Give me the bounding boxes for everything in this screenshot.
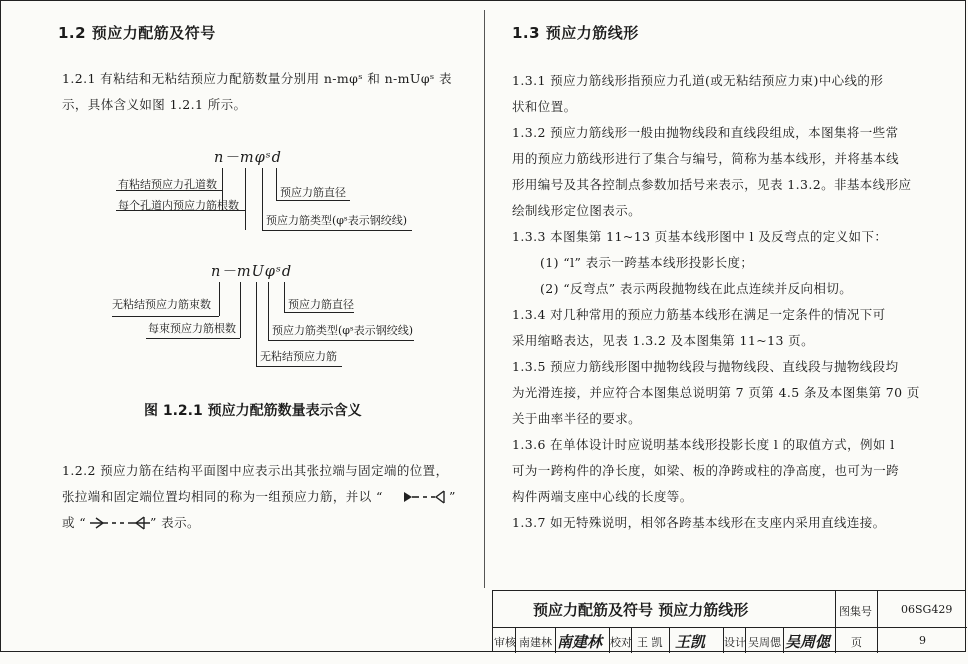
drawing-title: 预应力配筋及符号 预应力筋线形 xyxy=(533,601,749,619)
para-1-2-1-line2: 示，具体含义如图 1.2.1 所示。 xyxy=(62,97,247,112)
para-1-3-line: 1.3.1 预应力筋线形指预应力孔道(或无粘结预应力束)中心线的形 xyxy=(512,73,884,88)
para-1-2-2-line2: 张拉端和固定端位置均相同的称为一组预应力筋，并以 “ xyxy=(62,489,383,504)
para-1-2-2-line3: 或 “ xyxy=(62,515,87,530)
checker-name: 王 凯 xyxy=(637,636,663,649)
figure-caption: 图 1.2.1 预应力配筋数量表示含义 xyxy=(144,403,362,419)
para-1-3-line: 关于曲率半径的要求。 xyxy=(512,411,642,426)
label-tendons-per-duct: 每个孔道内预应力筋根数 xyxy=(118,199,239,212)
label-tendon-type-2: 预应力筋类型(φˢ表示钢绞线) xyxy=(272,324,413,337)
label-tendon-diameter-2: 预应力筋直径 xyxy=(288,298,354,311)
page-number: 9 xyxy=(919,634,926,647)
para-1-3-line: 形用编号及其各控制点参数加括号来表示，见表 1.3.2。非基本线形应 xyxy=(512,177,912,192)
label-tendon-type-1: 预应力筋类型(φˢ表示钢绞线) xyxy=(266,214,407,227)
designer-name: 吴周偲 xyxy=(748,636,781,649)
design-label: 设计 xyxy=(724,636,746,649)
check-label: 校对 xyxy=(610,636,632,649)
para-1-3-line: 1.3.3 本图集第 11~13 页基本线形图中 l 及反弯点的定义如下： xyxy=(512,229,888,244)
para-1-2-2-quote-close: ” xyxy=(449,489,456,504)
para-1-3-line: 1.3.6 在单体设计时应说明基本线形投影长度 l 的取值方式，例如 l xyxy=(512,437,895,452)
reviewer-signature: 南建林 xyxy=(557,633,603,651)
para-1-3-line: 构件两端支座中心线的长度等。 xyxy=(512,489,693,504)
label-bonded-duct-count: 有粘结预应力孔道数 xyxy=(118,178,217,191)
atlas-no: 06SG429 xyxy=(901,603,953,616)
formula-bonded: n－mφˢd xyxy=(214,150,282,166)
label-unbonded-tendon: 无粘结预应力筋 xyxy=(260,350,337,363)
para-1-3-line: 采用缩略表达，见表 1.3.2 及本图集第 11~13 页。 xyxy=(512,333,814,348)
para-1-3-line: 用的预应力筋线形进行了集合与编号，简称为基本线形，并将基本线 xyxy=(512,151,900,166)
para-1-3-line: 1.3.7 如无特殊说明，相邻各跨基本线形在支座内采用直线连接。 xyxy=(512,515,886,530)
checker-signature: 王凯 xyxy=(675,633,706,651)
para-1-3-line: 1.3.2 预应力筋线形一般由抛物线段和直线段组成，本图集将一些常 xyxy=(512,125,899,140)
label-tendons-per-bundle: 每束预应力筋根数 xyxy=(148,322,236,335)
reviewer-name: 南建林 xyxy=(519,636,552,649)
page-label: 页 xyxy=(851,636,862,649)
para-1-3-line: 状和位置。 xyxy=(512,99,577,114)
tendon-symbol-icon xyxy=(402,490,448,504)
section-heading-1-3: 1.3 预应力筋线形 xyxy=(512,24,639,42)
para-1-2-1-line1: 1.2.1 有粘结和无粘结预应力配筋数量分别用 n-mφˢ 和 n-mUφˢ 表 xyxy=(62,71,452,86)
para-1-3-line: 1.3.5 预应力筋线形图中抛物线段与抛物线段、直线段与抛物线段均 xyxy=(512,359,899,374)
para-1-2-2-line3-end: ” 表示。 xyxy=(150,515,200,530)
label-tendon-diameter-1: 预应力筋直径 xyxy=(280,186,346,199)
column-divider xyxy=(484,10,485,588)
tendon-symbol-alt-icon xyxy=(88,516,152,530)
atlas-no-label: 图集号 xyxy=(839,605,872,618)
para-1-3-line: (1) “l” 表示一跨基本线形投影长度； xyxy=(540,255,754,270)
formula-unbonded: n－mUφˢd xyxy=(211,264,293,280)
title-block xyxy=(492,590,966,652)
review-label: 审核 xyxy=(494,636,516,649)
para-1-3-line: 绘制线形定位图表示。 xyxy=(512,203,642,218)
para-1-3-line: 为光滑连接，并应符合本图集总说明第 7 页第 4.5 条及本图集第 70 页 xyxy=(512,385,920,400)
label-unbonded-bundle-count: 无粘结预应力筋束数 xyxy=(112,298,211,311)
designer-signature: 吴周偲 xyxy=(785,633,831,651)
section-heading-1-2: 1.2 预应力配筋及符号 xyxy=(58,24,216,42)
para-1-2-2-line1: 1.2.2 预应力筋在结构平面图中应表示出其张拉端与固定端的位置， xyxy=(62,463,449,478)
para-1-3-line: 可为一跨构件的净长度，如梁、板的净跨或柱的净高度，也可为一跨 xyxy=(512,463,900,478)
para-1-3-line: 1.3.4 对几种常用的预应力筋基本线形在满足一定条件的情况下可 xyxy=(512,307,886,322)
para-1-3-line: (2) “反弯点” 表示两段抛物线在此点连续并反向相切。 xyxy=(540,281,853,296)
